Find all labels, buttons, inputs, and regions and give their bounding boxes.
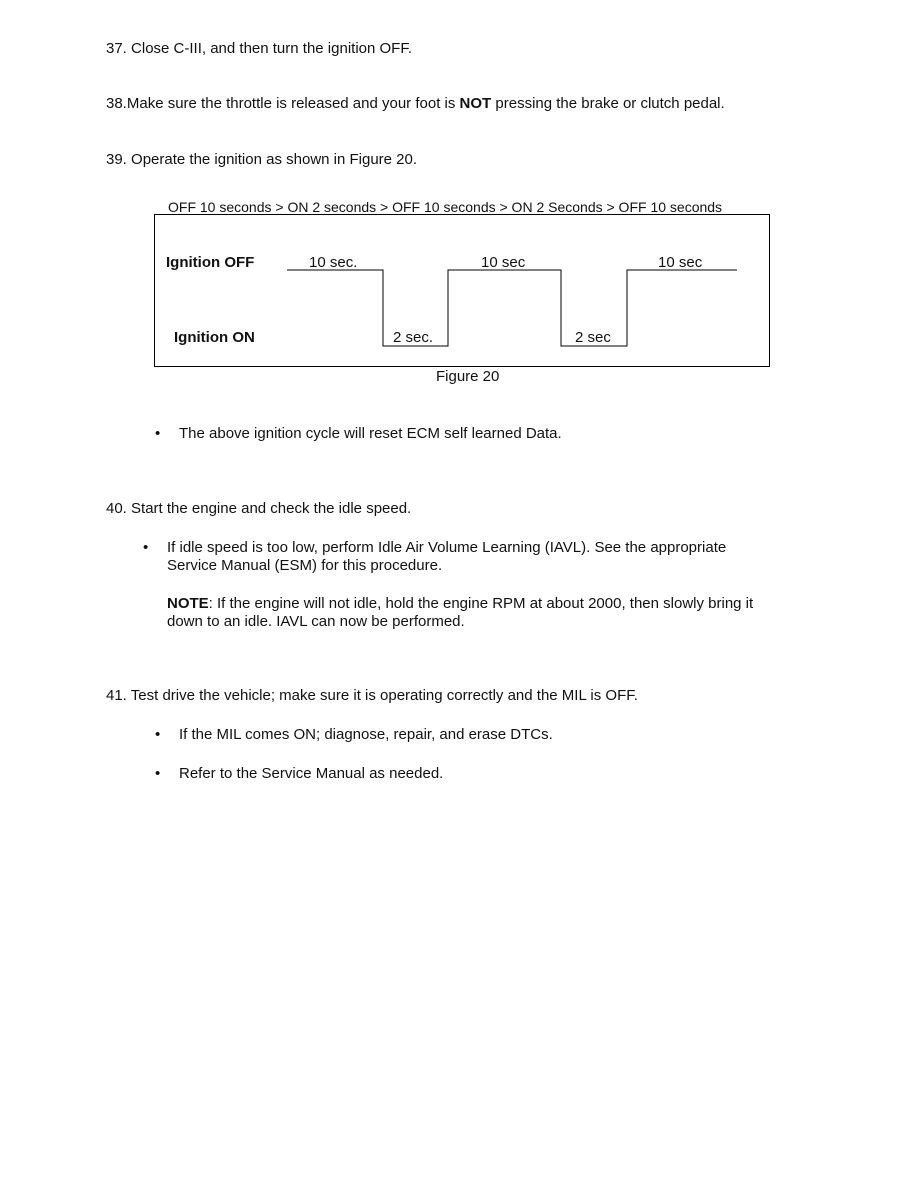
- on-period-label: 2 sec: [575, 329, 611, 346]
- step-text: Start the engine and check the idle speed.: [131, 500, 412, 517]
- bullet-text: If the MIL comes ON; diagnose, repair, and erase DTCs.: [179, 726, 553, 743]
- off-period-label: 10 sec: [658, 254, 703, 271]
- note-line-2: down to an idle. IAVL can now be performed.: [167, 613, 465, 630]
- step-number: 37.: [106, 40, 127, 57]
- note-text: : If the engine will not idle, hold the engine RPM at about 2000, then slowly bring it: [208, 595, 754, 612]
- off-period-label: 10 sec: [481, 254, 526, 271]
- step-41: [106, 687, 638, 705]
- ignition-cycle-diagram: [154, 214, 770, 367]
- bullet-text-line2: Service Manual (ESM) for this procedure.: [167, 557, 443, 574]
- step-38: [106, 95, 725, 113]
- bullet-text-line1: If idle speed is too low, perform Idle Air Volume Learning (IAVL). See the appropriate: [167, 539, 727, 556]
- step-number: 39.: [106, 151, 127, 168]
- note-label: NOTE: [167, 595, 209, 612]
- note-line-1: [167, 595, 753, 613]
- figure-caption: Figure 20: [436, 368, 500, 385]
- bullet-icon: •: [143, 539, 149, 556]
- bullet-text: The above ignition cycle will reset ECM self learned Data.: [179, 425, 562, 442]
- step-text-emphasis: NOT: [459, 95, 492, 112]
- bullet-icon: •: [155, 765, 161, 782]
- step-text: Operate the ignition as shown in Figure 20.: [131, 151, 418, 168]
- off-period-label: 10 sec.: [309, 254, 358, 271]
- on-period-label: 2 sec.: [393, 329, 434, 346]
- step-text-pre: Make sure the throttle is released and your foot is: [126, 95, 460, 112]
- bullet-text: Refer to the Service Manual as needed.: [179, 765, 444, 782]
- step-text: Test drive the vehicle; make sure it is operating correctly and the MIL is OFF.: [130, 687, 638, 704]
- step-text-post: pressing the brake or clutch pedal.: [491, 95, 725, 112]
- step-number: 38.: [106, 95, 127, 112]
- figure-sequence-text: OFF 10 seconds > ON 2 seconds > OFF 10 seconds > ON 2 Seconds > OFF 10 seconds: [168, 199, 723, 215]
- ignition-on-label: Ignition ON: [174, 329, 255, 346]
- step-40: [106, 500, 411, 518]
- step-text: Close C-III, and then turn the ignition OFF.: [131, 40, 413, 57]
- step-number: 40.: [106, 500, 127, 517]
- bullet-icon: •: [155, 425, 161, 442]
- ignition-off-label: Ignition OFF: [166, 254, 255, 271]
- ignition-waveform-line: [287, 270, 737, 346]
- step-37: [106, 40, 412, 58]
- step-number: 41.: [106, 687, 127, 704]
- bullet-icon: •: [155, 726, 161, 743]
- step-39: [106, 151, 417, 169]
